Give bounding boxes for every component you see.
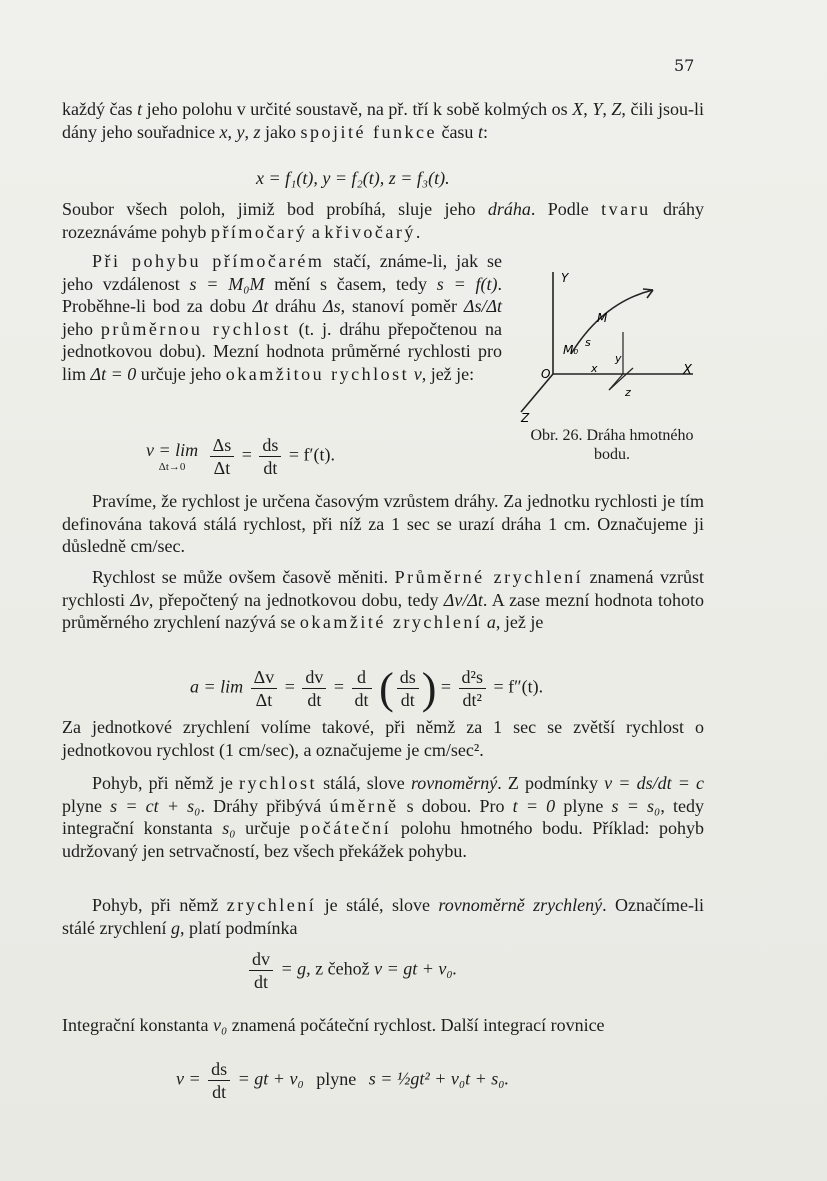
- paragraph-jednotkove: Za jednotkové zrychlení volíme takové, při němž za 1 sec se zvětší rychlost o jednotkovou rychlost (1 cm/sec), a označujeme je cm/sec².: [62, 717, 704, 760]
- label-s: s: [585, 336, 591, 349]
- equation-constant-acceleration: $\frac{dv}{dt}$ = g, z čehož v = gt + v₀.: [246, 948, 457, 993]
- label-Y: Y: [561, 271, 569, 285]
- label-M0: M₀: [563, 343, 579, 357]
- page-number: 57: [674, 56, 695, 75]
- paragraph-pravime: Pravíme, že rychlost je určena časovým vzrůstem dráhy. Za jednotku rychlosti je tím definována taková stálá rychlost, při níž za 1 sec se urazí dráha 1 cm. Označujeme ji důsledně cm/sec.: [62, 491, 704, 556]
- paragraph-rychlost: Rychlost se může ovšem časově měniti. Průměrné zrychlení znamená vzrůst rychlosti Δv, přepočtený na jednotkovou dobu, tedy Δv/Δt. A zase mezní hodnota tohoto průměrného zrychlení nazývá se okamžité zrychlení a, jež je: [62, 567, 704, 632]
- paragraph-rovnomerny: Pohyb, při němž je rychlost stálá, slove rovnoměrný. Z podmínky v = ds/dt = c plyne s = ct + s₀. Dráhy přibývá úměrně s dobou. Pro t = 0 plyne s = s₀, tedy integrační konstanta s₀ určuje počáteční polohu hmotného bodu. Příklad: pohyb udržovaný jen setrvačností, bez všech překážek pohybu.: [62, 773, 705, 861]
- trajectory-figure: [505, 262, 715, 428]
- trajectory-arrow-icon: [643, 289, 653, 298]
- paragraph-soubor: Soubor všech poloh, jimiž bod probíhá, sluje jeho dráha. Podle tvaru dráhy rozeznáváme pohyb přímočarý a křivočarý.: [62, 199, 705, 242]
- label-M: M: [597, 311, 608, 325]
- paragraph-zrychleny: Pohyb, při němž zrychlení je stálé, slove rovnoměrně zrychlený. Označíme-li stálé zrychlení g, platí podmínka: [62, 895, 704, 938]
- paragraph-integracni: Integrační konstanta v₀ znamená počáteční rychlost. Další integrací rovnice: [62, 1015, 605, 1035]
- equation-velocity: v = lim Δt→0 $\frac{\Delta s}{\Delta t}$ = $\frac{ds}{dt}$ = f′(t).: [146, 435, 335, 478]
- equation-position: v = $\frac{ds}{dt}$ = gt + v₀ plyne s = ½gt² + v₀t + s₀.: [176, 1059, 510, 1102]
- label-z: z: [625, 386, 631, 399]
- label-X: X: [683, 363, 692, 378]
- equation-acceleration: a = lim $\frac{\Delta v}{\Delta t}$ = $\frac{dv}{dt}$ = $\frac{d}{dt}$ ( $\frac{ds}{dt}$ ) = $\frac{\text{d²s}}{\text{dt²}}$ = f″(t).: [190, 663, 544, 713]
- figure-caption: Obr. 26. Dráha hmotného bodu.: [530, 427, 694, 463]
- paragraph-primocary: Při pohybu přímočarém stačí, známe-li, jak se jeho vzdálenost s = M₀M mění s časem, tedy s = f(t). Proběhne-li bod za dobu Δt dráhu Δs, stanoví poměr Δs/Δt jeho průměrnou rychlost (t. j. dráhu přepočtenou na jednotkovou dobu). Mezní hodnota průměrné rychlosti pro lim Δt = 0 určuje jeho okamžitou rychlost v, jež je:: [62, 251, 503, 384]
- label-O: O: [541, 367, 551, 381]
- label-Z: Z: [521, 411, 530, 425]
- label-x: x: [591, 362, 598, 375]
- paragraph-intro: každý čas t jeho polohu v určité soustavě, na př. tří k sobě kolmých os X, Y, Z, čili jsou-li dány jeho souřadnice x, y, z jako spojité funkce času t:: [62, 99, 705, 142]
- trajectory-curve: [571, 290, 653, 354]
- equation-coordinates: x = f₁(t), y = f₂(t), z = f₃(t).: [256, 168, 450, 188]
- label-y: y: [615, 352, 622, 365]
